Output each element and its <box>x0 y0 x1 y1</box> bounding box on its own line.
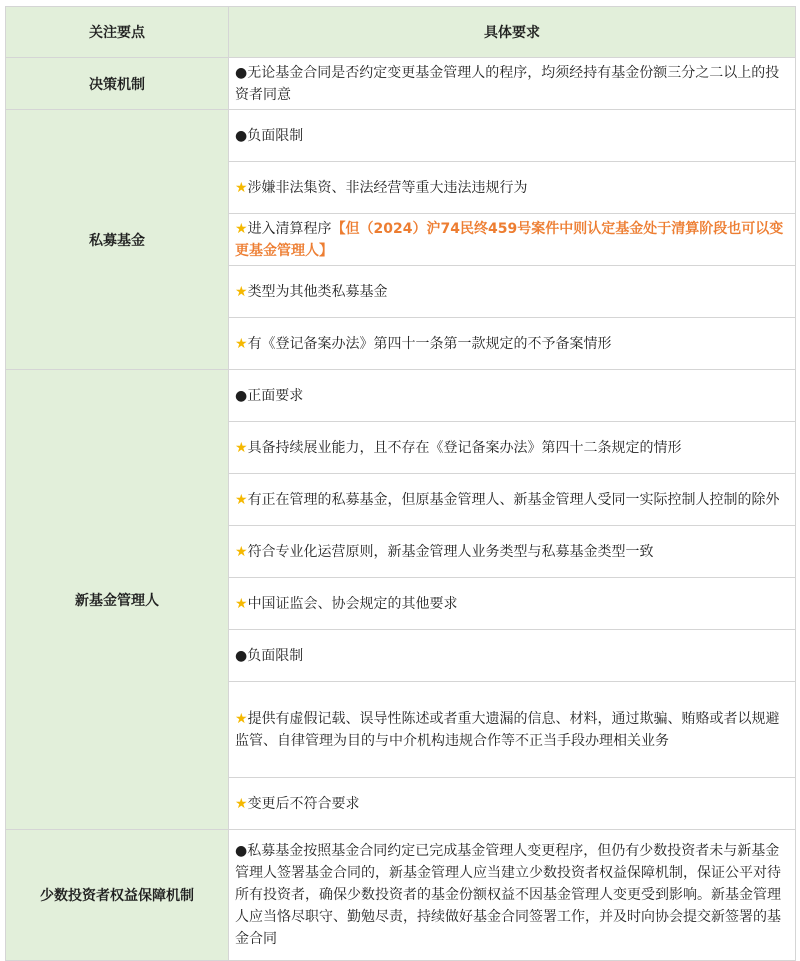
case-note-highlight: 【但（2024）沪74民终459号案件中则认定基金处于清算阶段也可以变更基金管理人】 <box>235 220 784 259</box>
requirement-text: 符合专业化运营原则，新基金管理人业务类型与私募基金类型一致 <box>247 543 654 560</box>
dot-bullet: ● <box>235 64 248 81</box>
requirement-item <box>229 58 796 110</box>
star-icon: ★ <box>235 220 248 237</box>
star-icon: ★ <box>235 543 248 560</box>
table-row <box>6 370 796 422</box>
star-icon: ★ <box>235 710 248 727</box>
requirement-text: 类型为其他类私募基金 <box>247 283 388 300</box>
requirement-text: 有《登记备案办法》第四十一条第一款规定的不予备案情形 <box>247 335 612 352</box>
requirement-text: 私募基金按照基金合同约定已完成基金管理人变更程序，但仍有少数投资者未与新基金管理人签署基金合同的，新基金管理人应当建立少数投资者权益保障机制，保证公平对待所有投资者，确保少数投资者的基金份额权益不因基金管理人变更受到影响。新基金管理人应当恪尽职守、勤勉尽责，持续做好基金合同签署工作，并及时向协会提交新签署的基金合同 <box>235 843 781 947</box>
dot-bullet: ● <box>235 647 248 664</box>
requirements-table <box>5 6 796 961</box>
requirement-text: 有正在管理的私募基金，但原基金管理人、新基金管理人受同一实际控制人控制的除外 <box>247 491 780 508</box>
requirement-text: 无论基金合同是否约定变更基金管理人的程序，均须经持有基金份额三分之二以上的投资者同意 <box>235 64 780 103</box>
requirement-item <box>229 526 796 578</box>
requirement-text: 进入清算程序 <box>247 220 332 237</box>
star-icon: ★ <box>235 283 248 300</box>
requirement-item <box>229 830 796 961</box>
requirement-item <box>229 370 796 422</box>
star-icon: ★ <box>235 795 248 812</box>
star-icon: ★ <box>235 439 248 456</box>
requirement-text: 负面限制 <box>247 647 304 664</box>
header-focus-points: 关注要点 <box>6 7 229 58</box>
star-icon: ★ <box>235 179 248 196</box>
dot-bullet: ● <box>235 127 248 144</box>
requirement-text: 变更后不符合要求 <box>247 795 360 812</box>
requirement-item <box>229 162 796 214</box>
requirement-item <box>229 630 796 682</box>
requirement-item <box>229 474 796 526</box>
topic-minority-investor-protection: 少数投资者权益保障机制 <box>6 830 229 961</box>
dot-bullet: ● <box>235 387 248 404</box>
requirement-item <box>229 318 796 370</box>
star-icon: ★ <box>235 335 248 352</box>
requirement-item <box>229 778 796 830</box>
star-icon: ★ <box>235 491 248 508</box>
table-row <box>6 110 796 162</box>
requirement-text: 具备持续展业能力，且不存在《登记备案办法》第四十二条规定的情形 <box>247 439 682 456</box>
table-row <box>6 830 796 961</box>
topic-decision-mechanism: 决策机制 <box>6 58 229 110</box>
requirement-item <box>229 682 796 778</box>
requirement-item <box>229 422 796 474</box>
header-requirements: 具体要求 <box>229 7 796 58</box>
dot-bullet: ● <box>235 843 248 859</box>
requirement-text: 提供有虚假记载、误导性陈述或者重大遗漏的信息、材料，通过欺骗、贿赂或者以规避监管、自律管理为目的与中介机构违规合作等不正当手段办理相关业务 <box>235 710 780 749</box>
requirement-item <box>229 214 796 266</box>
requirement-item <box>229 110 796 162</box>
topic-new-fund-manager: 新基金管理人 <box>6 370 229 830</box>
requirement-text: 负面限制 <box>247 127 304 144</box>
requirement-item <box>229 266 796 318</box>
header-row <box>6 7 796 58</box>
star-icon: ★ <box>235 595 248 612</box>
requirement-text: 正面要求 <box>247 387 304 404</box>
table-row <box>6 58 796 110</box>
topic-private-fund: 私募基金 <box>6 110 229 370</box>
requirement-text: 中国证监会、协会规定的其他要求 <box>247 595 458 612</box>
requirement-item <box>229 578 796 630</box>
requirement-text: 涉嫌非法集资、非法经营等重大违法违规行为 <box>247 179 528 196</box>
